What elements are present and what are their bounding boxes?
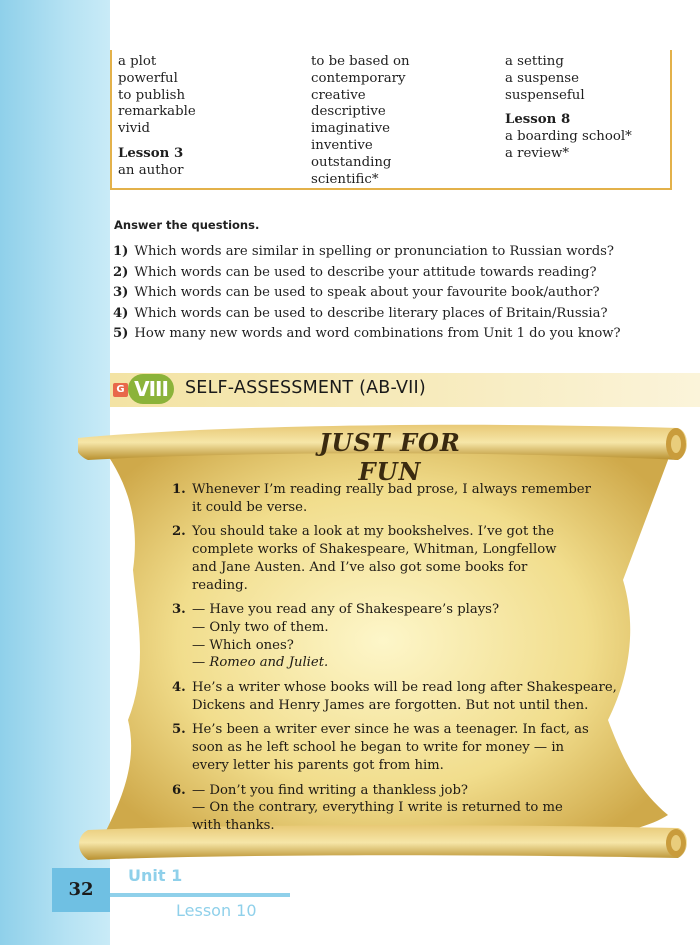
question-number: 2) bbox=[113, 264, 129, 280]
footer-divider bbox=[110, 893, 290, 897]
dash-prefix: — bbox=[192, 655, 210, 671]
joke-number: 1. bbox=[172, 482, 186, 497]
task-heading: Answer the questions. bbox=[114, 218, 260, 232]
page-number: 32 bbox=[68, 879, 94, 900]
vocabulary-column-3 bbox=[505, 54, 632, 163]
lesson-label: Lesson 10 bbox=[176, 901, 257, 920]
vocab-word: creative bbox=[311, 87, 366, 103]
question-text: Which words can be used to describe your attitude towards reading? bbox=[134, 264, 597, 280]
joke-number: 3. bbox=[172, 602, 186, 618]
joke-number: 6. bbox=[172, 782, 186, 798]
question-item bbox=[113, 242, 693, 263]
joke-line: — Only two of them. bbox=[192, 619, 329, 635]
joke-line: every letter his parents got from him. bbox=[192, 757, 444, 773]
question-text: Which words can be used to describe literary places of Britain/Russia? bbox=[134, 305, 608, 321]
vocab-word: a review* bbox=[505, 145, 570, 161]
vocab-word: contemporary bbox=[311, 70, 406, 86]
joke-item bbox=[172, 782, 642, 835]
question-item bbox=[113, 304, 693, 325]
vocab-word: inventive bbox=[311, 137, 373, 153]
question-item bbox=[113, 283, 693, 304]
joke-line: He’s a writer whose books will be read long after Shakespeare, bbox=[192, 680, 617, 696]
play-title: Romeo and Juliet. bbox=[209, 655, 329, 671]
joke-item bbox=[172, 721, 642, 774]
lesson-heading: Lesson 3 bbox=[118, 145, 184, 161]
joke-item bbox=[172, 481, 642, 516]
vocab-word: imaginative bbox=[311, 121, 391, 137]
section-title: SELF-ASSESSMENT (AB-VII) bbox=[185, 378, 426, 398]
joke-line: He’s been a writer ever since he was a teenager. In fact, as bbox=[192, 722, 589, 738]
vocab-word: vivid bbox=[118, 121, 151, 137]
vocab-word: to be based on bbox=[311, 54, 410, 69]
vocab-word: scientific* bbox=[311, 171, 379, 187]
vocabulary-column-2 bbox=[311, 54, 410, 188]
joke-number: 5. bbox=[172, 722, 186, 738]
joke-line: Dickens and Henry James are forgotten. But not until then. bbox=[192, 697, 589, 713]
section-number-badge: VIII bbox=[128, 374, 174, 404]
vocab-word: an author bbox=[118, 162, 184, 178]
joke-line: complete works of Shakespeare, Whitman, Longfellow bbox=[192, 542, 557, 558]
vocab-word: remarkable bbox=[118, 104, 196, 120]
question-item bbox=[113, 263, 693, 284]
vocab-word: suspenseful bbox=[505, 87, 585, 103]
joke-line: with thanks. bbox=[192, 817, 275, 833]
vocabulary-box bbox=[110, 50, 672, 190]
question-text: How many new words and word combinations from Unit 1 do you know? bbox=[134, 326, 621, 341]
vocab-word: a setting bbox=[505, 54, 564, 69]
question-text: Which words are similar in spelling or pronunciation to Russian words? bbox=[134, 244, 615, 259]
question-item bbox=[113, 324, 693, 345]
vocab-word: outstanding bbox=[311, 154, 392, 170]
vocab-word: a suspense bbox=[505, 70, 580, 86]
question-number: 5) bbox=[113, 326, 129, 341]
joke-line: — Have you read any of Shakespeare’s plays? bbox=[192, 602, 500, 618]
joke-item bbox=[172, 523, 642, 594]
joke-line: soon as he left school he began to write for money — in bbox=[192, 740, 565, 756]
just-for-fun-title: JUST FOR FUN bbox=[319, 428, 461, 486]
lesson-heading: Lesson 8 bbox=[505, 112, 571, 128]
vocab-word: to publish bbox=[118, 87, 186, 103]
question-number: 1) bbox=[113, 244, 129, 259]
page-number-box bbox=[52, 868, 110, 912]
question-list bbox=[113, 242, 693, 345]
joke-item bbox=[172, 679, 642, 714]
joke-line: — Don’t you find writing a thankless job? bbox=[192, 782, 469, 798]
joke-line: reading. bbox=[192, 577, 248, 593]
vocabulary-column-1 bbox=[118, 54, 196, 180]
joke-list bbox=[172, 481, 642, 842]
question-text: Which words can be used to speak about your favourite book/author? bbox=[134, 285, 600, 300]
joke-line bbox=[192, 654, 642, 672]
joke-number: 4. bbox=[172, 680, 186, 696]
vocab-word: a boarding school* bbox=[505, 129, 632, 145]
vocab-word: descriptive bbox=[311, 104, 386, 120]
joke-line: it could be verse. bbox=[192, 499, 308, 515]
joke-line: — Which ones? bbox=[192, 637, 294, 653]
vocab-word: powerful bbox=[118, 70, 178, 86]
joke-item bbox=[172, 601, 642, 672]
joke-line: — On the contrary, everything I write is returned to me bbox=[192, 800, 563, 816]
joke-number: 2. bbox=[172, 524, 186, 540]
vocab-word: a plot bbox=[118, 54, 157, 69]
unit-label: Unit 1 bbox=[128, 866, 183, 885]
grammar-icon: G bbox=[113, 383, 128, 397]
joke-line: Whenever I’m reading really bad prose, I always remember bbox=[192, 482, 591, 497]
joke-line: You should take a look at my bookshelves. I’ve got the bbox=[192, 524, 555, 540]
question-number: 4) bbox=[113, 305, 129, 321]
question-number: 3) bbox=[113, 285, 129, 300]
joke-line: and Jane Austen. And I’ve also got some books for bbox=[192, 559, 528, 575]
